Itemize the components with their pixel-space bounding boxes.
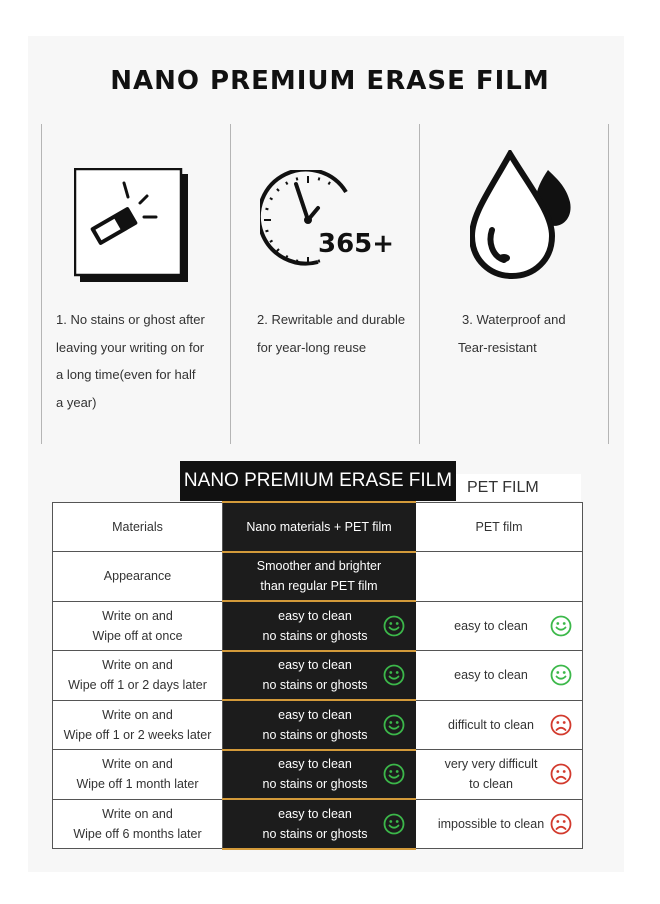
feature-1-text: 1. No stains or ghost after leaving your writing on for a long time(even for half a year) xyxy=(56,312,205,410)
divider xyxy=(230,124,231,444)
nano-cell-line: easy to clean xyxy=(278,707,352,722)
row-label-line: Appearance xyxy=(103,569,172,584)
feature-2-text: 2. Rewritable and durable for year-long reuse xyxy=(257,312,406,355)
eraser-board-icon xyxy=(74,168,190,284)
smiley-face-icon xyxy=(383,615,405,637)
nano-cell xyxy=(223,700,416,750)
nano-cell xyxy=(223,651,416,701)
row-label-line: Write on and xyxy=(102,757,173,772)
smiley-face-icon xyxy=(383,763,405,785)
divider xyxy=(419,124,420,444)
nano-cell-line: easy to clean xyxy=(278,757,352,772)
table-row xyxy=(53,552,583,602)
nano-cell xyxy=(223,750,416,800)
nano-cell-line: no stains or ghosts xyxy=(262,826,368,841)
comparison-table xyxy=(52,501,583,850)
pet-cell-line: impossible to clean xyxy=(437,816,545,831)
nano-cell-line: no stains or ghosts xyxy=(262,628,368,643)
pet-cell-line: easy to clean xyxy=(454,668,528,683)
smiley-face-icon xyxy=(383,714,405,736)
nano-cell-line: easy to clean xyxy=(278,608,352,623)
nano-cell-line: easy to clean xyxy=(278,806,352,821)
sad-face-icon xyxy=(550,813,572,835)
divider xyxy=(608,124,609,444)
nano-cell xyxy=(223,552,416,602)
row-label xyxy=(53,601,223,651)
sad-face-icon xyxy=(550,763,572,785)
nano-film-header: NANO PREMIUM ERASE FILM xyxy=(180,461,456,501)
pet-cell xyxy=(416,799,583,849)
pet-film-header: PET FILM xyxy=(456,474,581,501)
row-label-line: Write on and xyxy=(102,608,173,623)
pet-cell xyxy=(416,750,583,800)
table-row xyxy=(53,651,583,701)
smiley-face-icon xyxy=(383,664,405,686)
col-header-materials: Materials xyxy=(53,502,223,552)
row-label xyxy=(53,700,223,750)
smiley-face-icon xyxy=(383,813,405,835)
water-drop-icon xyxy=(470,150,580,280)
row-label-line: Wipe off 1 month later xyxy=(76,777,199,792)
clock-365-icon xyxy=(260,170,400,270)
page-title: NANO PREMIUM ERASE FILM xyxy=(110,66,550,96)
table-header-row xyxy=(53,502,583,552)
pet-cell xyxy=(416,601,583,651)
col-header-pet: PET film xyxy=(416,502,583,552)
nano-cell-line: no stains or ghosts xyxy=(262,777,368,792)
divider xyxy=(41,124,42,444)
pet-cell xyxy=(416,651,583,701)
row-label-line: Write on and xyxy=(102,658,173,673)
nano-cell-line: no stains or ghosts xyxy=(262,727,368,742)
pet-cell-line: very very difficult xyxy=(444,757,538,772)
row-label-line: Write on and xyxy=(102,806,173,821)
sad-face-icon xyxy=(550,714,572,736)
nano-cell-line: Smoother and brighter xyxy=(256,559,382,574)
table-row xyxy=(53,799,583,849)
nano-cell-line: no stains or ghosts xyxy=(262,678,368,693)
table-row xyxy=(53,750,583,800)
smiley-face-icon xyxy=(550,615,572,637)
row-label-line: Wipe off at once xyxy=(92,628,183,643)
table-row xyxy=(53,700,583,750)
pet-cell-line: difficult to clean xyxy=(448,717,534,732)
row-label xyxy=(53,651,223,701)
row-label-line: Wipe off 6 months later xyxy=(73,826,202,841)
clock-365-text: 365+ xyxy=(318,229,395,259)
row-label-line: Write on and xyxy=(102,707,173,722)
pet-cell-line: to clean xyxy=(469,777,513,792)
nano-cell-line: easy to clean xyxy=(278,658,352,673)
row-label xyxy=(53,750,223,800)
table-row xyxy=(53,601,583,651)
col-header-nano: Nano materials + PET film xyxy=(223,502,416,552)
row-label xyxy=(53,799,223,849)
pet-cell-line: easy to clean xyxy=(454,618,528,633)
row-label-line: Wipe off 1 or 2 days later xyxy=(68,678,207,693)
smiley-face-icon xyxy=(550,664,572,686)
pet-cell xyxy=(416,700,583,750)
nano-cell-line: than regular PET film xyxy=(260,579,378,594)
feature-3-text: 3. Waterproof and Tear-resistant xyxy=(458,312,566,355)
row-label-line: Wipe off 1 or 2 weeks later xyxy=(63,727,212,742)
nano-cell xyxy=(223,799,416,849)
pet-cell xyxy=(416,552,583,602)
row-label xyxy=(53,552,223,602)
nano-cell xyxy=(223,601,416,651)
